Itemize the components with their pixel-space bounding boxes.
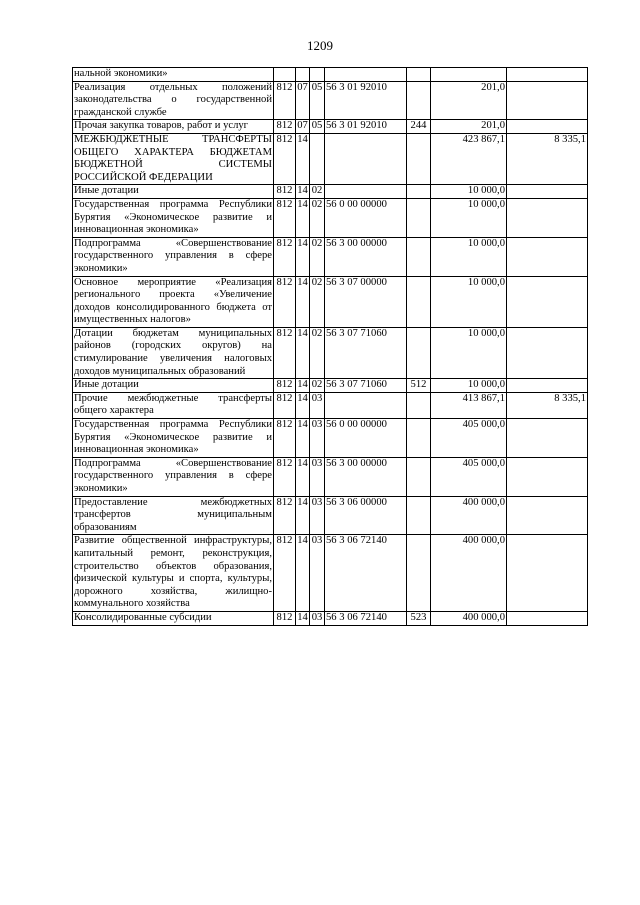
cell-amount-2 <box>507 237 588 276</box>
cell-amount-2 <box>507 276 588 327</box>
cell-gr <box>274 68 296 82</box>
table-row <box>73 198 588 237</box>
cell-amount: 10 000,0 <box>431 379 507 393</box>
cell-gr: 812 <box>274 276 296 327</box>
cell-target: 56 3 07 71060 <box>325 327 407 378</box>
cell-name: Предоставление межбюджетных трансфертов муниципальным образованиям <box>73 496 274 535</box>
cell-target: 56 3 00 00000 <box>325 457 407 496</box>
cell-gr: 812 <box>274 198 296 237</box>
cell-vr: 244 <box>407 120 431 134</box>
table-row <box>73 419 588 458</box>
table-row <box>73 379 588 393</box>
cell-rz: 14 <box>296 611 310 625</box>
cell-rz: 07 <box>296 81 310 120</box>
cell-name: Подпрограмма «Совершенствование государственного управления в сфере экономики» <box>73 237 274 276</box>
cell-name: Государственная программа Республики Бурятия «Экономическое развитие и инновационная экономика» <box>73 419 274 458</box>
cell-rz: 14 <box>296 276 310 327</box>
cell-vr <box>407 535 431 612</box>
cell-pr: 02 <box>310 379 325 393</box>
cell-pr: 05 <box>310 81 325 120</box>
table-row <box>73 276 588 327</box>
cell-amount: 10 000,0 <box>431 276 507 327</box>
cell-target: 56 3 06 00000 <box>325 496 407 535</box>
cell-name: Реализация отдельных положений законодательства о государственной гражданской службе <box>73 81 274 120</box>
cell-target: 56 3 07 00000 <box>325 276 407 327</box>
cell-gr: 812 <box>274 457 296 496</box>
cell-name: Дотации бюджетам муниципальных районов (городских округов) на стимулирование увеличения налоговых доходов муниципальных образований <box>73 327 274 378</box>
cell-name: нальной экономики» <box>73 68 274 82</box>
cell-amount: 10 000,0 <box>431 185 507 199</box>
cell-amount: 405 000,0 <box>431 419 507 458</box>
cell-amount: 10 000,0 <box>431 237 507 276</box>
table-row <box>73 81 588 120</box>
cell-rz: 14 <box>296 198 310 237</box>
table-row <box>73 120 588 134</box>
cell-vr <box>407 496 431 535</box>
cell-vr <box>407 457 431 496</box>
cell-vr <box>407 327 431 378</box>
cell-pr: 03 <box>310 392 325 418</box>
cell-pr: 03 <box>310 611 325 625</box>
cell-amount-2 <box>507 327 588 378</box>
cell-pr: 03 <box>310 457 325 496</box>
cell-amount-2 <box>507 379 588 393</box>
cell-vr <box>407 276 431 327</box>
cell-rz: 14 <box>296 379 310 393</box>
table-row <box>73 496 588 535</box>
cell-gr: 812 <box>274 133 296 184</box>
cell-gr: 812 <box>274 81 296 120</box>
cell-gr: 812 <box>274 379 296 393</box>
table-row <box>73 237 588 276</box>
cell-amount: 405 000,0 <box>431 457 507 496</box>
cell-amount-2 <box>507 419 588 458</box>
cell-name: Иные дотации <box>73 185 274 199</box>
cell-rz: 14 <box>296 185 310 199</box>
cell-rz: 14 <box>296 133 310 184</box>
cell-vr <box>407 68 431 82</box>
cell-pr <box>310 68 325 82</box>
cell-pr: 03 <box>310 535 325 612</box>
table-row <box>73 327 588 378</box>
cell-vr <box>407 133 431 184</box>
cell-amount-2 <box>507 198 588 237</box>
table-row <box>73 535 588 612</box>
cell-gr: 812 <box>274 392 296 418</box>
cell-rz: 14 <box>296 457 310 496</box>
cell-amount-2 <box>507 496 588 535</box>
cell-amount: 423 867,1 <box>431 133 507 184</box>
cell-target: 56 3 06 72140 <box>325 611 407 625</box>
cell-vr: 512 <box>407 379 431 393</box>
cell-amount: 201,0 <box>431 120 507 134</box>
cell-amount-2: 8 335,1 <box>507 133 588 184</box>
cell-name: Подпрограмма «Совершенствование государственного управления в сфере экономики» <box>73 457 274 496</box>
cell-target <box>325 68 407 82</box>
cell-gr: 812 <box>274 237 296 276</box>
page-number: 1209 <box>307 38 333 53</box>
cell-amount: 413 867,1 <box>431 392 507 418</box>
cell-gr: 812 <box>274 535 296 612</box>
cell-rz: 14 <box>296 237 310 276</box>
cell-vr <box>407 419 431 458</box>
cell-rz: 07 <box>296 120 310 134</box>
cell-rz: 14 <box>296 535 310 612</box>
cell-rz <box>296 68 310 82</box>
cell-pr: 03 <box>310 496 325 535</box>
cell-amount <box>431 68 507 82</box>
cell-target <box>325 185 407 199</box>
cell-pr: 02 <box>310 185 325 199</box>
cell-target <box>325 133 407 184</box>
cell-name: Консолидированные субсидии <box>73 611 274 625</box>
cell-amount-2 <box>507 457 588 496</box>
cell-pr: 02 <box>310 327 325 378</box>
cell-target <box>325 392 407 418</box>
cell-pr: 03 <box>310 419 325 458</box>
cell-name: Основное мероприятие «Реализация регионального проекта «Увеличение доходов консолидированного бюджета от имущественных налогов» <box>73 276 274 327</box>
cell-gr: 812 <box>274 419 296 458</box>
cell-gr: 812 <box>274 611 296 625</box>
cell-pr: 02 <box>310 276 325 327</box>
cell-amount-2 <box>507 185 588 199</box>
cell-amount-2 <box>507 611 588 625</box>
cell-target: 56 3 01 92010 <box>325 81 407 120</box>
cell-pr: 02 <box>310 237 325 276</box>
table-row <box>73 68 588 82</box>
cell-target: 56 3 00 00000 <box>325 237 407 276</box>
cell-name: Прочая закупка товаров, работ и услуг <box>73 120 274 134</box>
cell-target: 56 3 07 71060 <box>325 379 407 393</box>
cell-name: МЕЖБЮДЖЕТНЫЕ ТРАНСФЕРТЫ ОБЩЕГО ХАРАКТЕРА БЮДЖЕТАМ БЮДЖЕТНОЙ СИСТЕМЫ РОССИЙСКОЙ ФЕДЕРАЦИИ <box>73 133 274 184</box>
table-row <box>73 185 588 199</box>
cell-amount: 10 000,0 <box>431 198 507 237</box>
cell-name: Государственная программа Республики Бурятия «Экономическое развитие и инновационная экономика» <box>73 198 274 237</box>
cell-amount: 201,0 <box>431 81 507 120</box>
cell-amount-2 <box>507 120 588 134</box>
cell-vr <box>407 392 431 418</box>
cell-pr: 02 <box>310 198 325 237</box>
cell-target: 56 3 06 72140 <box>325 535 407 612</box>
cell-amount: 400 000,0 <box>431 496 507 535</box>
cell-vr <box>407 198 431 237</box>
table-row <box>73 457 588 496</box>
cell-pr: 05 <box>310 120 325 134</box>
cell-name: Иные дотации <box>73 379 274 393</box>
cell-target: 56 0 00 00000 <box>325 419 407 458</box>
cell-target: 56 3 01 92010 <box>325 120 407 134</box>
table-row <box>73 392 588 418</box>
cell-vr <box>407 185 431 199</box>
table-row <box>73 133 588 184</box>
cell-gr: 812 <box>274 496 296 535</box>
cell-pr <box>310 133 325 184</box>
cell-rz: 14 <box>296 327 310 378</box>
cell-vr <box>407 237 431 276</box>
cell-name: Развитие общественной инфраструктуры, капитальный ремонт, реконструкция, строительство объектов образования, физической культуры и спорта, культуры, дорожного хозяйства, жилищно-коммунального хозяйства <box>73 535 274 612</box>
budget-table <box>72 67 588 626</box>
cell-gr: 812 <box>274 120 296 134</box>
cell-target: 56 0 00 00000 <box>325 198 407 237</box>
cell-amount: 10 000,0 <box>431 327 507 378</box>
cell-rz: 14 <box>296 419 310 458</box>
cell-amount: 400 000,0 <box>431 535 507 612</box>
cell-name: Прочие межбюджетные трансферты общего характера <box>73 392 274 418</box>
cell-amount-2 <box>507 68 588 82</box>
cell-vr: 523 <box>407 611 431 625</box>
cell-gr: 812 <box>274 327 296 378</box>
cell-vr <box>407 81 431 120</box>
table-row <box>73 611 588 625</box>
cell-rz: 14 <box>296 392 310 418</box>
cell-amount-2: 8 335,1 <box>507 392 588 418</box>
cell-amount: 400 000,0 <box>431 611 507 625</box>
cell-gr: 812 <box>274 185 296 199</box>
cell-amount-2 <box>507 535 588 612</box>
cell-rz: 14 <box>296 496 310 535</box>
cell-amount-2 <box>507 81 588 120</box>
